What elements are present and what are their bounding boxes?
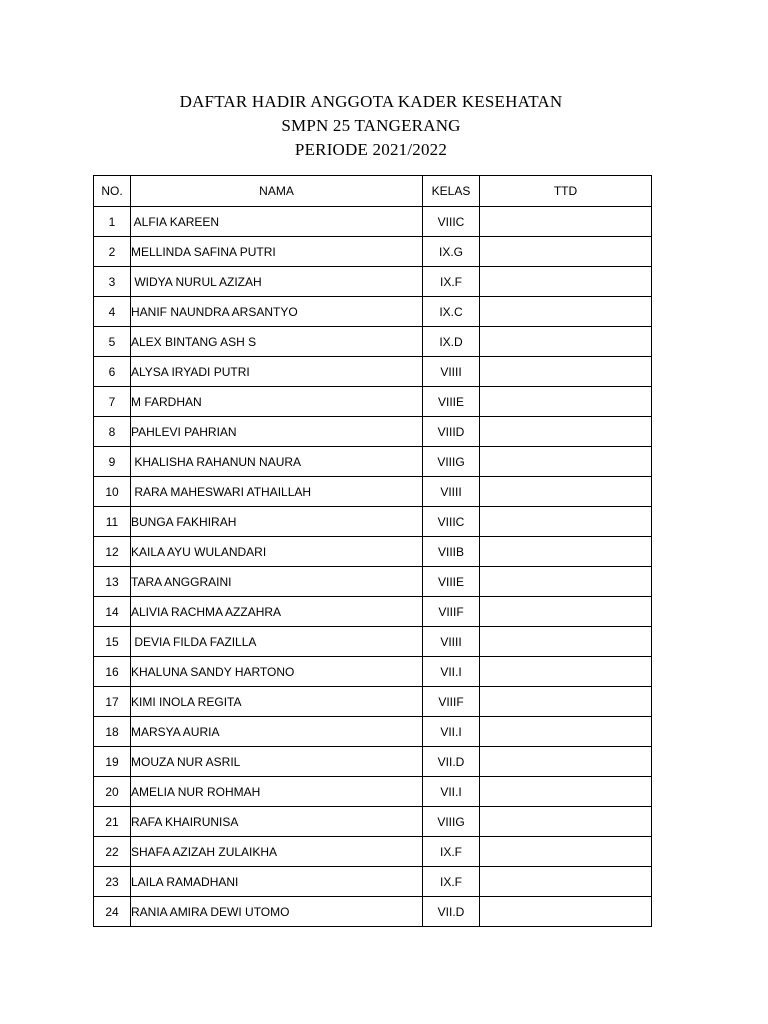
signature-cell	[480, 687, 652, 717]
signature-cell	[480, 237, 652, 267]
signature-cell	[480, 597, 652, 627]
table-row	[94, 687, 652, 717]
student-name: DEVIA FILDA FAZILLA	[131, 627, 423, 657]
signature-cell	[480, 867, 652, 897]
row-number: 12	[94, 537, 131, 567]
signature-cell	[480, 447, 652, 477]
student-name: MARSYA AURIA	[131, 717, 423, 747]
student-name: ALEX BINTANG ASH S	[131, 327, 423, 357]
row-number: 21	[94, 807, 131, 837]
row-number: 2	[94, 237, 131, 267]
student-name: TARA ANGGRAINI	[131, 567, 423, 597]
row-number: 18	[94, 717, 131, 747]
student-name: KIMI INOLA REGITA	[131, 687, 423, 717]
row-number: 3	[94, 267, 131, 297]
student-class: VII.D	[423, 747, 480, 777]
row-number: 24	[94, 897, 131, 927]
student-name: RARA MAHESWARI ATHAILLAH	[131, 477, 423, 507]
signature-cell	[480, 807, 652, 837]
row-number: 6	[94, 357, 131, 387]
student-class: IX.F	[423, 267, 480, 297]
table-row	[94, 357, 652, 387]
student-class: IX.C	[423, 297, 480, 327]
table-row	[94, 387, 652, 417]
student-class: VIIIB	[423, 537, 480, 567]
row-number: 8	[94, 417, 131, 447]
student-name: BUNGA FAKHIRAH	[131, 507, 423, 537]
student-name: RAFA KHAIRUNISA	[131, 807, 423, 837]
student-class: VIIIG	[423, 447, 480, 477]
student-class: VII.I	[423, 777, 480, 807]
table-row	[94, 507, 652, 537]
signature-cell	[480, 357, 652, 387]
student-name: PAHLEVI PAHRIAN	[131, 417, 423, 447]
title-line-1: DAFTAR HADIR ANGGOTA KADER KESEHATAN	[179, 92, 563, 111]
table-row	[94, 237, 652, 267]
student-class: VIIII	[423, 357, 480, 387]
table-row	[94, 867, 652, 897]
title-line-3: PERIODE 2021/2022	[294, 140, 448, 159]
student-class: VIIIG	[423, 807, 480, 837]
row-number: 23	[94, 867, 131, 897]
signature-cell	[480, 567, 652, 597]
signature-cell	[480, 297, 652, 327]
table-row	[94, 597, 652, 627]
student-name: WIDYA NURUL AZIZAH	[131, 267, 423, 297]
signature-cell	[480, 657, 652, 687]
table-row	[94, 657, 652, 687]
student-name: ALYSA IRYADI PUTRI	[131, 357, 423, 387]
student-class: IX.F	[423, 837, 480, 867]
signature-cell	[480, 327, 652, 357]
table-row	[94, 807, 652, 837]
signature-cell	[480, 207, 652, 237]
signature-cell	[480, 477, 652, 507]
student-name: KAILA AYU WULANDARI	[131, 537, 423, 567]
row-number: 11	[94, 507, 131, 537]
table-row	[94, 837, 652, 867]
student-class: IX.D	[423, 327, 480, 357]
student-class: VII.I	[423, 717, 480, 747]
row-number: 20	[94, 777, 131, 807]
student-class: VIIIC	[423, 207, 480, 237]
student-name: HANIF NAUNDRA ARSANTYO	[131, 297, 423, 327]
student-name: MELLINDA SAFINA PUTRI	[131, 237, 423, 267]
student-class: VIIIE	[423, 567, 480, 597]
student-class: VIIII	[423, 627, 480, 657]
student-name: SHAFA AZIZAH ZULAIKHA	[131, 837, 423, 867]
row-number: 1	[94, 207, 131, 237]
row-number: 4	[94, 297, 131, 327]
student-name: RANIA AMIRA DEWI UTOMO	[131, 897, 423, 927]
student-class: VIIII	[423, 477, 480, 507]
header-no: NO.	[94, 176, 131, 207]
signature-cell	[480, 777, 652, 807]
row-number: 10	[94, 477, 131, 507]
student-class: VIIIF	[423, 687, 480, 717]
row-number: 15	[94, 627, 131, 657]
table-body	[94, 207, 652, 927]
table-header-row	[94, 176, 652, 207]
table-row	[94, 897, 652, 927]
table-row	[94, 477, 652, 507]
signature-cell	[480, 747, 652, 777]
student-name: ALFIA KAREEN	[131, 207, 423, 237]
header-ttd: TTD	[480, 176, 652, 207]
row-number: 9	[94, 447, 131, 477]
table-row	[94, 327, 652, 357]
table-row	[94, 777, 652, 807]
signature-cell	[480, 537, 652, 567]
signature-cell	[480, 507, 652, 537]
student-class: IX.G	[423, 237, 480, 267]
row-number: 22	[94, 837, 131, 867]
student-class: VIIIF	[423, 597, 480, 627]
table-row	[94, 297, 652, 327]
row-number: 7	[94, 387, 131, 417]
student-name: KHALISHA RAHANUN NAURA	[131, 447, 423, 477]
table-row	[94, 747, 652, 777]
signature-cell	[480, 387, 652, 417]
signature-cell	[480, 717, 652, 747]
title-line-2: SMPN 25 TANGERANG	[281, 116, 461, 135]
student-class: VIIID	[423, 417, 480, 447]
student-name: ALIVIA RACHMA AZZAHRA	[131, 597, 423, 627]
table-row	[94, 717, 652, 747]
signature-cell	[480, 267, 652, 297]
student-class: VIIIE	[423, 387, 480, 417]
document-title	[0, 90, 742, 162]
student-name: MOUZA NUR ASRIL	[131, 747, 423, 777]
signature-cell	[480, 897, 652, 927]
table-row	[94, 567, 652, 597]
row-number: 16	[94, 657, 131, 687]
signature-cell	[480, 627, 652, 657]
table-row	[94, 207, 652, 237]
student-class: VII.I	[423, 657, 480, 687]
header-kelas: KELAS	[423, 176, 480, 207]
row-number: 17	[94, 687, 131, 717]
row-number: 19	[94, 747, 131, 777]
table-row	[94, 267, 652, 297]
student-name: M FARDHAN	[131, 387, 423, 417]
table-row	[94, 447, 652, 477]
student-class: VIIIC	[423, 507, 480, 537]
signature-cell	[480, 417, 652, 447]
student-class: VII.D	[423, 897, 480, 927]
header-nama: NAMA	[131, 176, 423, 207]
student-class: IX.F	[423, 867, 480, 897]
row-number: 13	[94, 567, 131, 597]
student-name: LAILA RAMADHANI	[131, 867, 423, 897]
attendance-table	[93, 175, 652, 927]
student-name: AMELIA NUR ROHMAH	[131, 777, 423, 807]
table-row	[94, 627, 652, 657]
table-row	[94, 537, 652, 567]
student-name: KHALUNA SANDY HARTONO	[131, 657, 423, 687]
signature-cell	[480, 837, 652, 867]
row-number: 14	[94, 597, 131, 627]
row-number: 5	[94, 327, 131, 357]
table-row	[94, 417, 652, 447]
